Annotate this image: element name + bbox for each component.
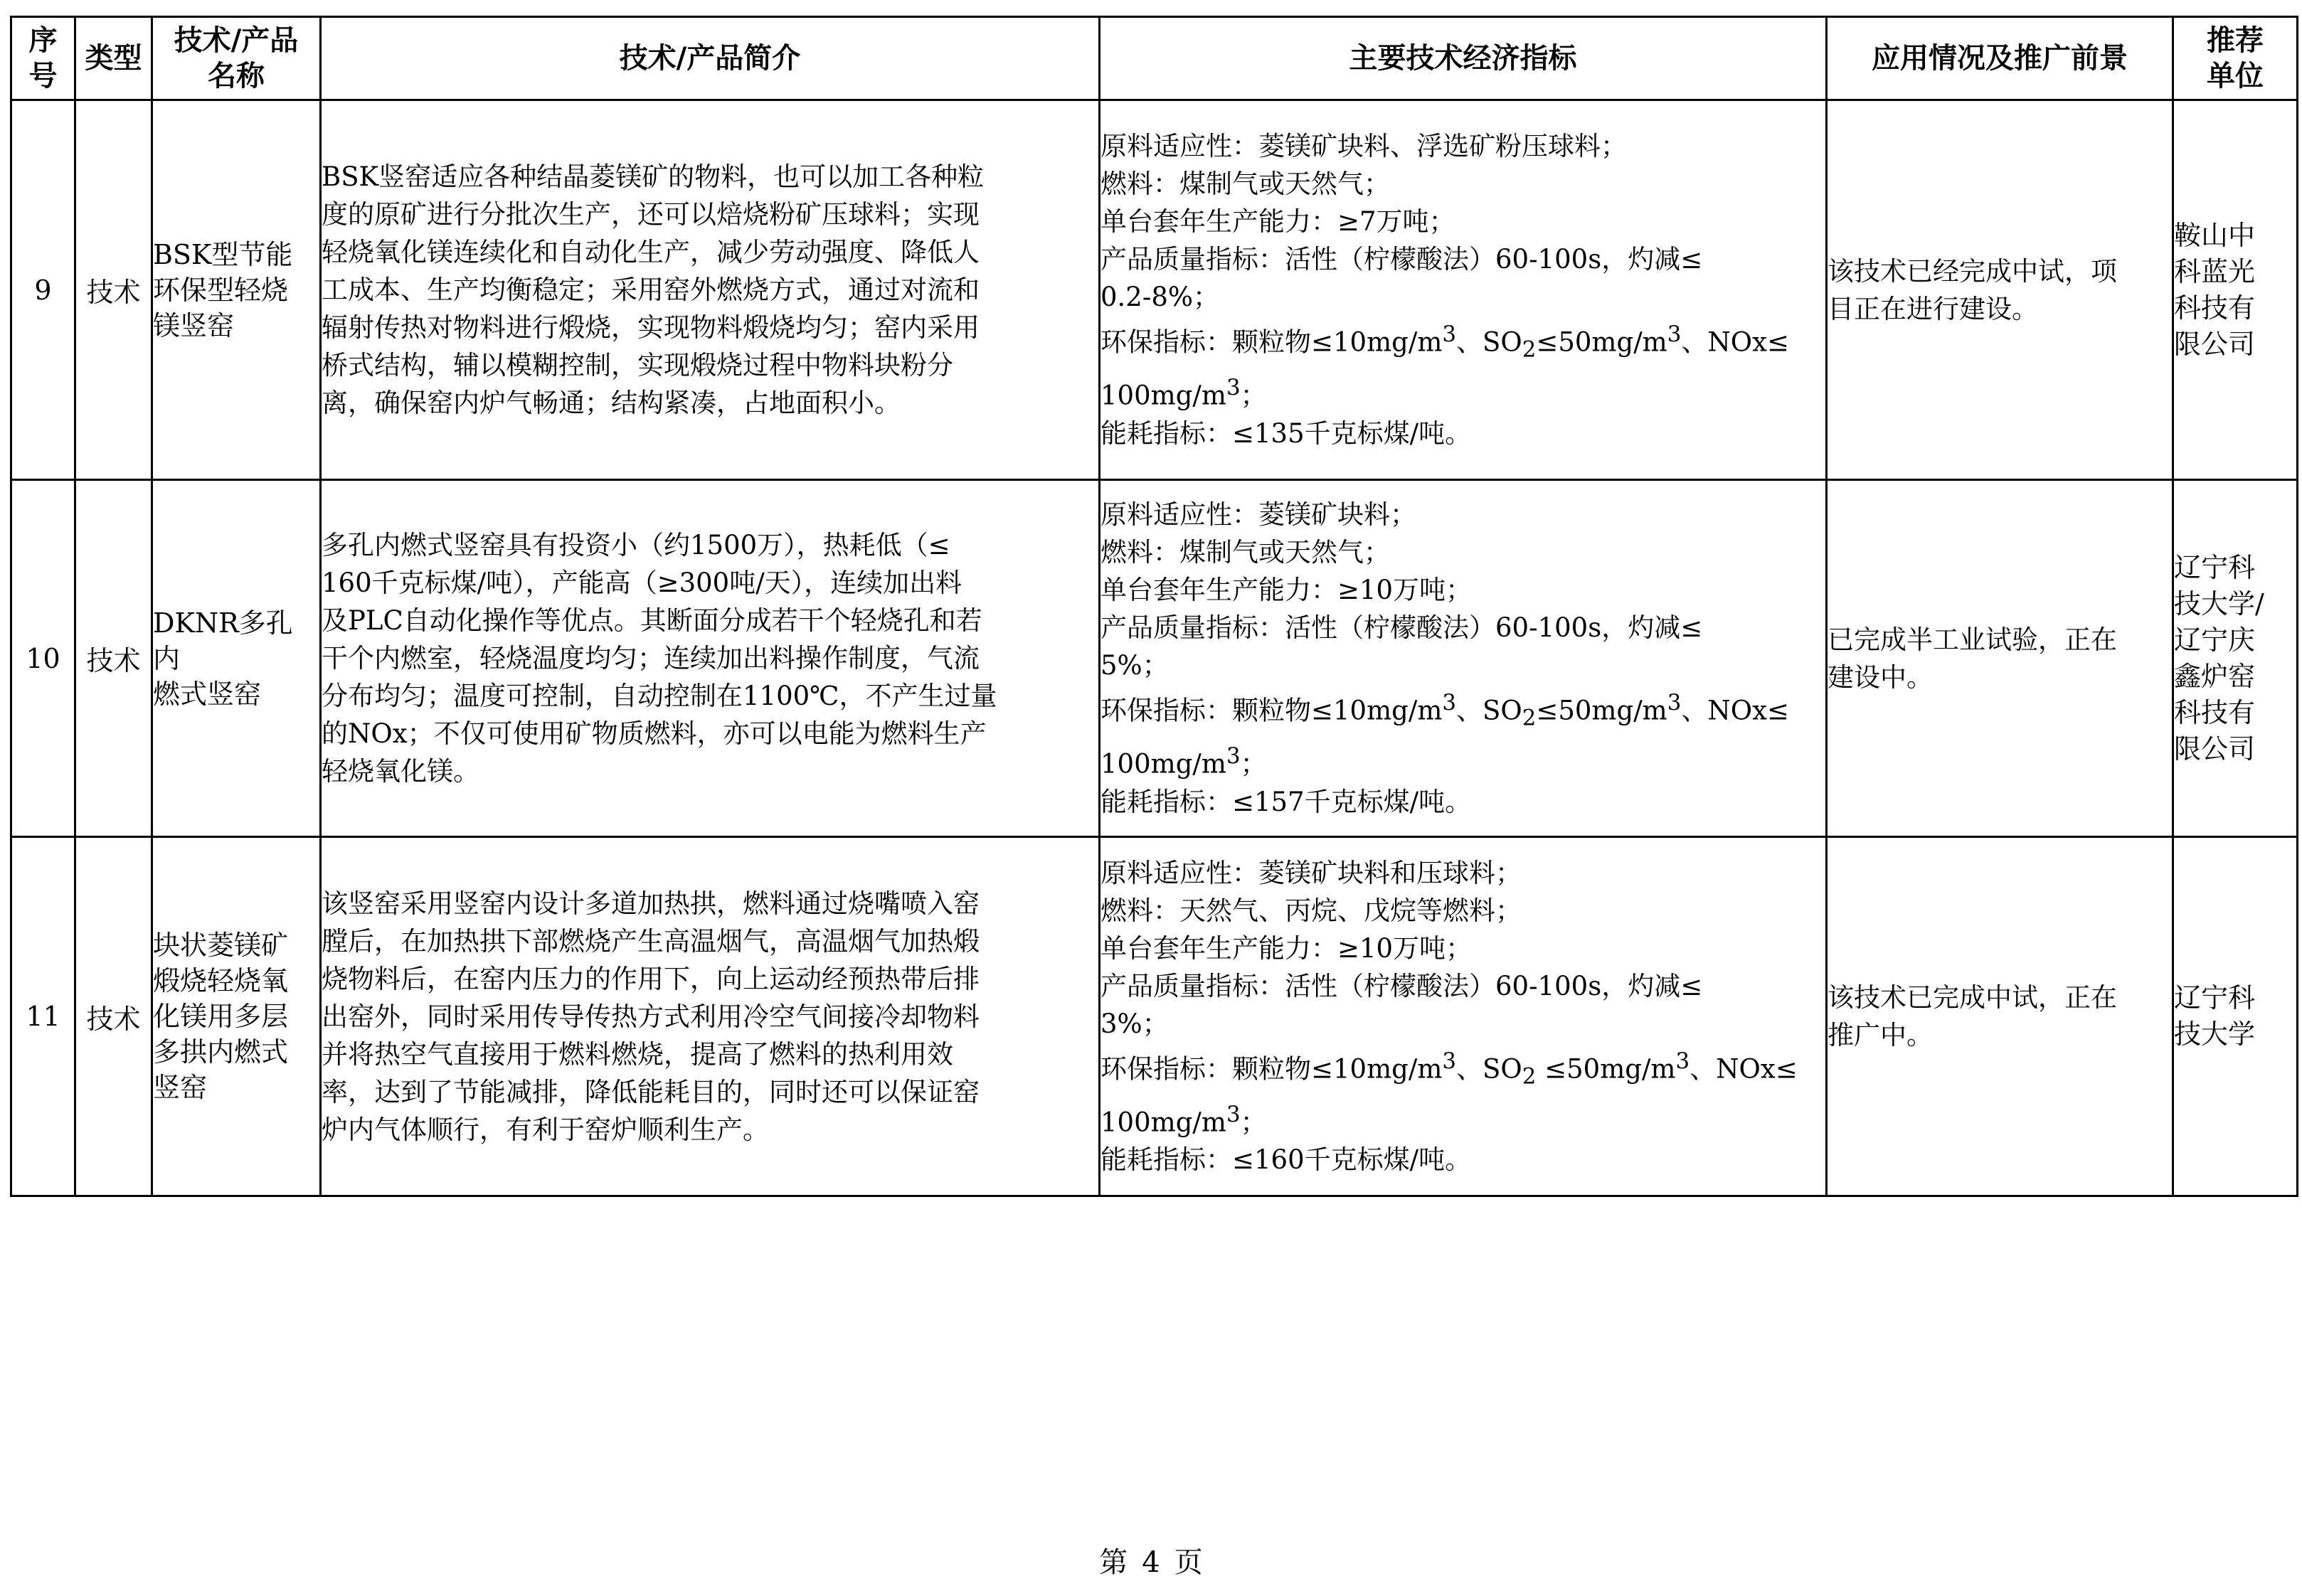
page-number-value: 4 <box>1142 1546 1160 1579</box>
cell-name: BSK型节能 环保型轻烧 镁竖窑 <box>152 100 321 480</box>
tech-catalog-table <box>10 16 2298 1197</box>
metric-capacity: 单台套年生产能力：≥10万吨； <box>1100 575 1473 606</box>
metric-fuel: 燃料：天然气、丙烷、戊烷等燃料； <box>1100 895 1522 926</box>
metric-env: 环保指标：颗粒物$\le 10mg/m^3$、$SO_2\le 50mg/m^3$、NOx≤ <box>1100 690 1789 732</box>
header-application: 应用情况及推广前景 <box>1827 17 2173 100</box>
page-number-suffix: 页 <box>1174 1546 1203 1579</box>
metric-quality-cont: 3%； <box>1100 1008 1169 1039</box>
metric-env-cont: $100mg/m^3$； <box>1100 375 1267 411</box>
header-desc: 技术/产品简介 <box>321 17 1100 100</box>
cell-recommender: 辽宁科 技大学 <box>2173 837 2298 1196</box>
metric-raw: 原料适应性：菱镁矿块料、浮选矿粉压球料； <box>1100 131 1627 162</box>
metric-capacity: 单台套年生产能力：≥10万吨； <box>1100 932 1473 964</box>
metric-env: 环保指标：颗粒物$\le 10mg/m^3$、$SO_2\le 50mg/m^3$、NOx≤ <box>1100 321 1789 363</box>
cell-application: 该技术已经完成中试，项 目正在进行建设。 <box>1827 100 2173 480</box>
table-row <box>11 100 2298 480</box>
metric-quality: 产品质量指标：活性（柠檬酸法）60-100s，灼减≤ <box>1100 244 1703 275</box>
metric-quality: 产品质量指标：活性（柠檬酸法）60-100s，灼减≤ <box>1100 970 1703 1001</box>
cell-type: 技术 <box>75 837 152 1196</box>
cell-name: 块状菱镁矿 煅烧轻烧氧 化镁用多层 多拱内燃式 竖窑 <box>152 837 321 1196</box>
cell-metrics <box>1100 480 1827 837</box>
cell-metrics <box>1100 100 1827 480</box>
cell-desc: 该竖窑采用竖窑内设计多道加热拱，燃料通过烧嘴喷入窑 膛后，在加热拱下部燃烧产生高温烟气，高温烟气加热煅 烧物料后，在窑内压力的作用下，向上运动经预热带后排 出窑外，同时采用传导传热方式利用冷空气间接冷却物料 并将热空气直接用于燃料燃烧，提高了燃料的热利用效 率，达到了节能减排，降低能耗目的，同时还可以保证窑 炉内气体顺行，有利于窑炉顺利生产。 <box>321 837 1100 1196</box>
metric-env: 环保指标：颗粒物$\le 10mg/m^3$、$SO_2 \le 50mg/m^3$、NOx≤ <box>1100 1048 1798 1090</box>
cell-metrics <box>1100 837 1827 1196</box>
metric-capacity: 单台套年生产能力：≥7万吨； <box>1100 206 1455 238</box>
table-row <box>11 837 2298 1196</box>
metric-raw: 原料适应性：菱镁矿块料和压球料； <box>1100 857 1522 888</box>
cell-desc: BSK竖窑适应各种结晶菱镁矿的物料，也可以加工各种粒 度的原矿进行分批次生产，还可以焙烧粉矿压球料；实现 轻烧氧化镁连续化和自动化生产，减少劳动强度、降低人 工成本、生产均衡稳定；采用窑外燃烧方式，通过对流和 辐射传热对物料进行煅烧，实现物料煅烧均匀；窑内采用 桥式结构，辅以模糊控制，实现煅烧过程中物料块粉分 离，确保窑内炉气畅通；结构紧凑，占地面积小。 <box>321 100 1100 480</box>
header-type: 类型 <box>75 17 152 100</box>
cell-no: 11 <box>11 837 75 1196</box>
cell-name: DKNR多孔内 燃式竖窑 <box>152 480 321 837</box>
page-number-prefix: 第 <box>1099 1546 1128 1579</box>
metric-energy: 能耗指标：≤157千克标煤/吨。 <box>1100 786 1472 817</box>
cell-application: 该技术已完成中试，正在 推广中。 <box>1827 837 2173 1196</box>
cell-recommender: 辽宁科 技大学/ 辽宁庆 鑫炉窑 科技有 限公司 <box>2173 480 2298 837</box>
cell-recommender: 鞍山中 科蓝光 科技有 限公司 <box>2173 100 2298 480</box>
header-recommender: 推荐 单位 <box>2173 17 2298 100</box>
metric-energy: 能耗指标：≤135千克标煤/吨。 <box>1100 417 1472 449</box>
metric-env-cont: $100mg/m^3$； <box>1100 1101 1267 1138</box>
cell-type: 技术 <box>75 480 152 837</box>
cell-no: 10 <box>11 480 75 837</box>
header-no: 序 号 <box>11 17 75 100</box>
cell-type: 技术 <box>75 100 152 480</box>
table-header-row <box>11 17 2298 100</box>
table-row <box>11 480 2298 837</box>
header-metrics: 主要技术经济指标 <box>1100 17 1827 100</box>
metric-quality-cont: 0.2-8%； <box>1100 282 1220 313</box>
cell-application: 已完成半工业试验，正在 建设中。 <box>1827 480 2173 837</box>
header-name: 技术/产品 名称 <box>152 17 321 100</box>
metric-energy: 能耗指标：≤160千克标煤/吨。 <box>1100 1144 1472 1176</box>
page-number <box>0 1540 2302 1580</box>
metric-fuel: 燃料：煤制气或天然气； <box>1100 169 1390 200</box>
cell-no: 9 <box>11 100 75 480</box>
cell-desc: 多孔内燃式竖窑具有投资小（约1500万），热耗低（≤ 160千克标煤/吨），产能高（≥300吨/天），连续加出料 及PLC自动化操作等优点。其断面分成若干个轻烧孔和若 干个内燃室，轻烧温度均匀；连续加出料操作制度，气流 分布均匀；温度可控制，自动控制在1100℃，不产生过量 的NOx；不仅可使用矿物质燃料，亦可以电能为燃料生产 轻烧氧化镁。 <box>321 480 1100 837</box>
metric-quality: 产品质量指标：活性（柠檬酸法）60-100s，灼减≤ <box>1100 612 1703 644</box>
metric-fuel: 燃料：煤制气或天然气； <box>1100 537 1390 568</box>
metric-raw: 原料适应性：菱镁矿块料； <box>1100 499 1416 531</box>
metric-env-cont: $100mg/m^3$； <box>1100 743 1267 780</box>
metric-quality-cont: 5%； <box>1100 650 1169 681</box>
